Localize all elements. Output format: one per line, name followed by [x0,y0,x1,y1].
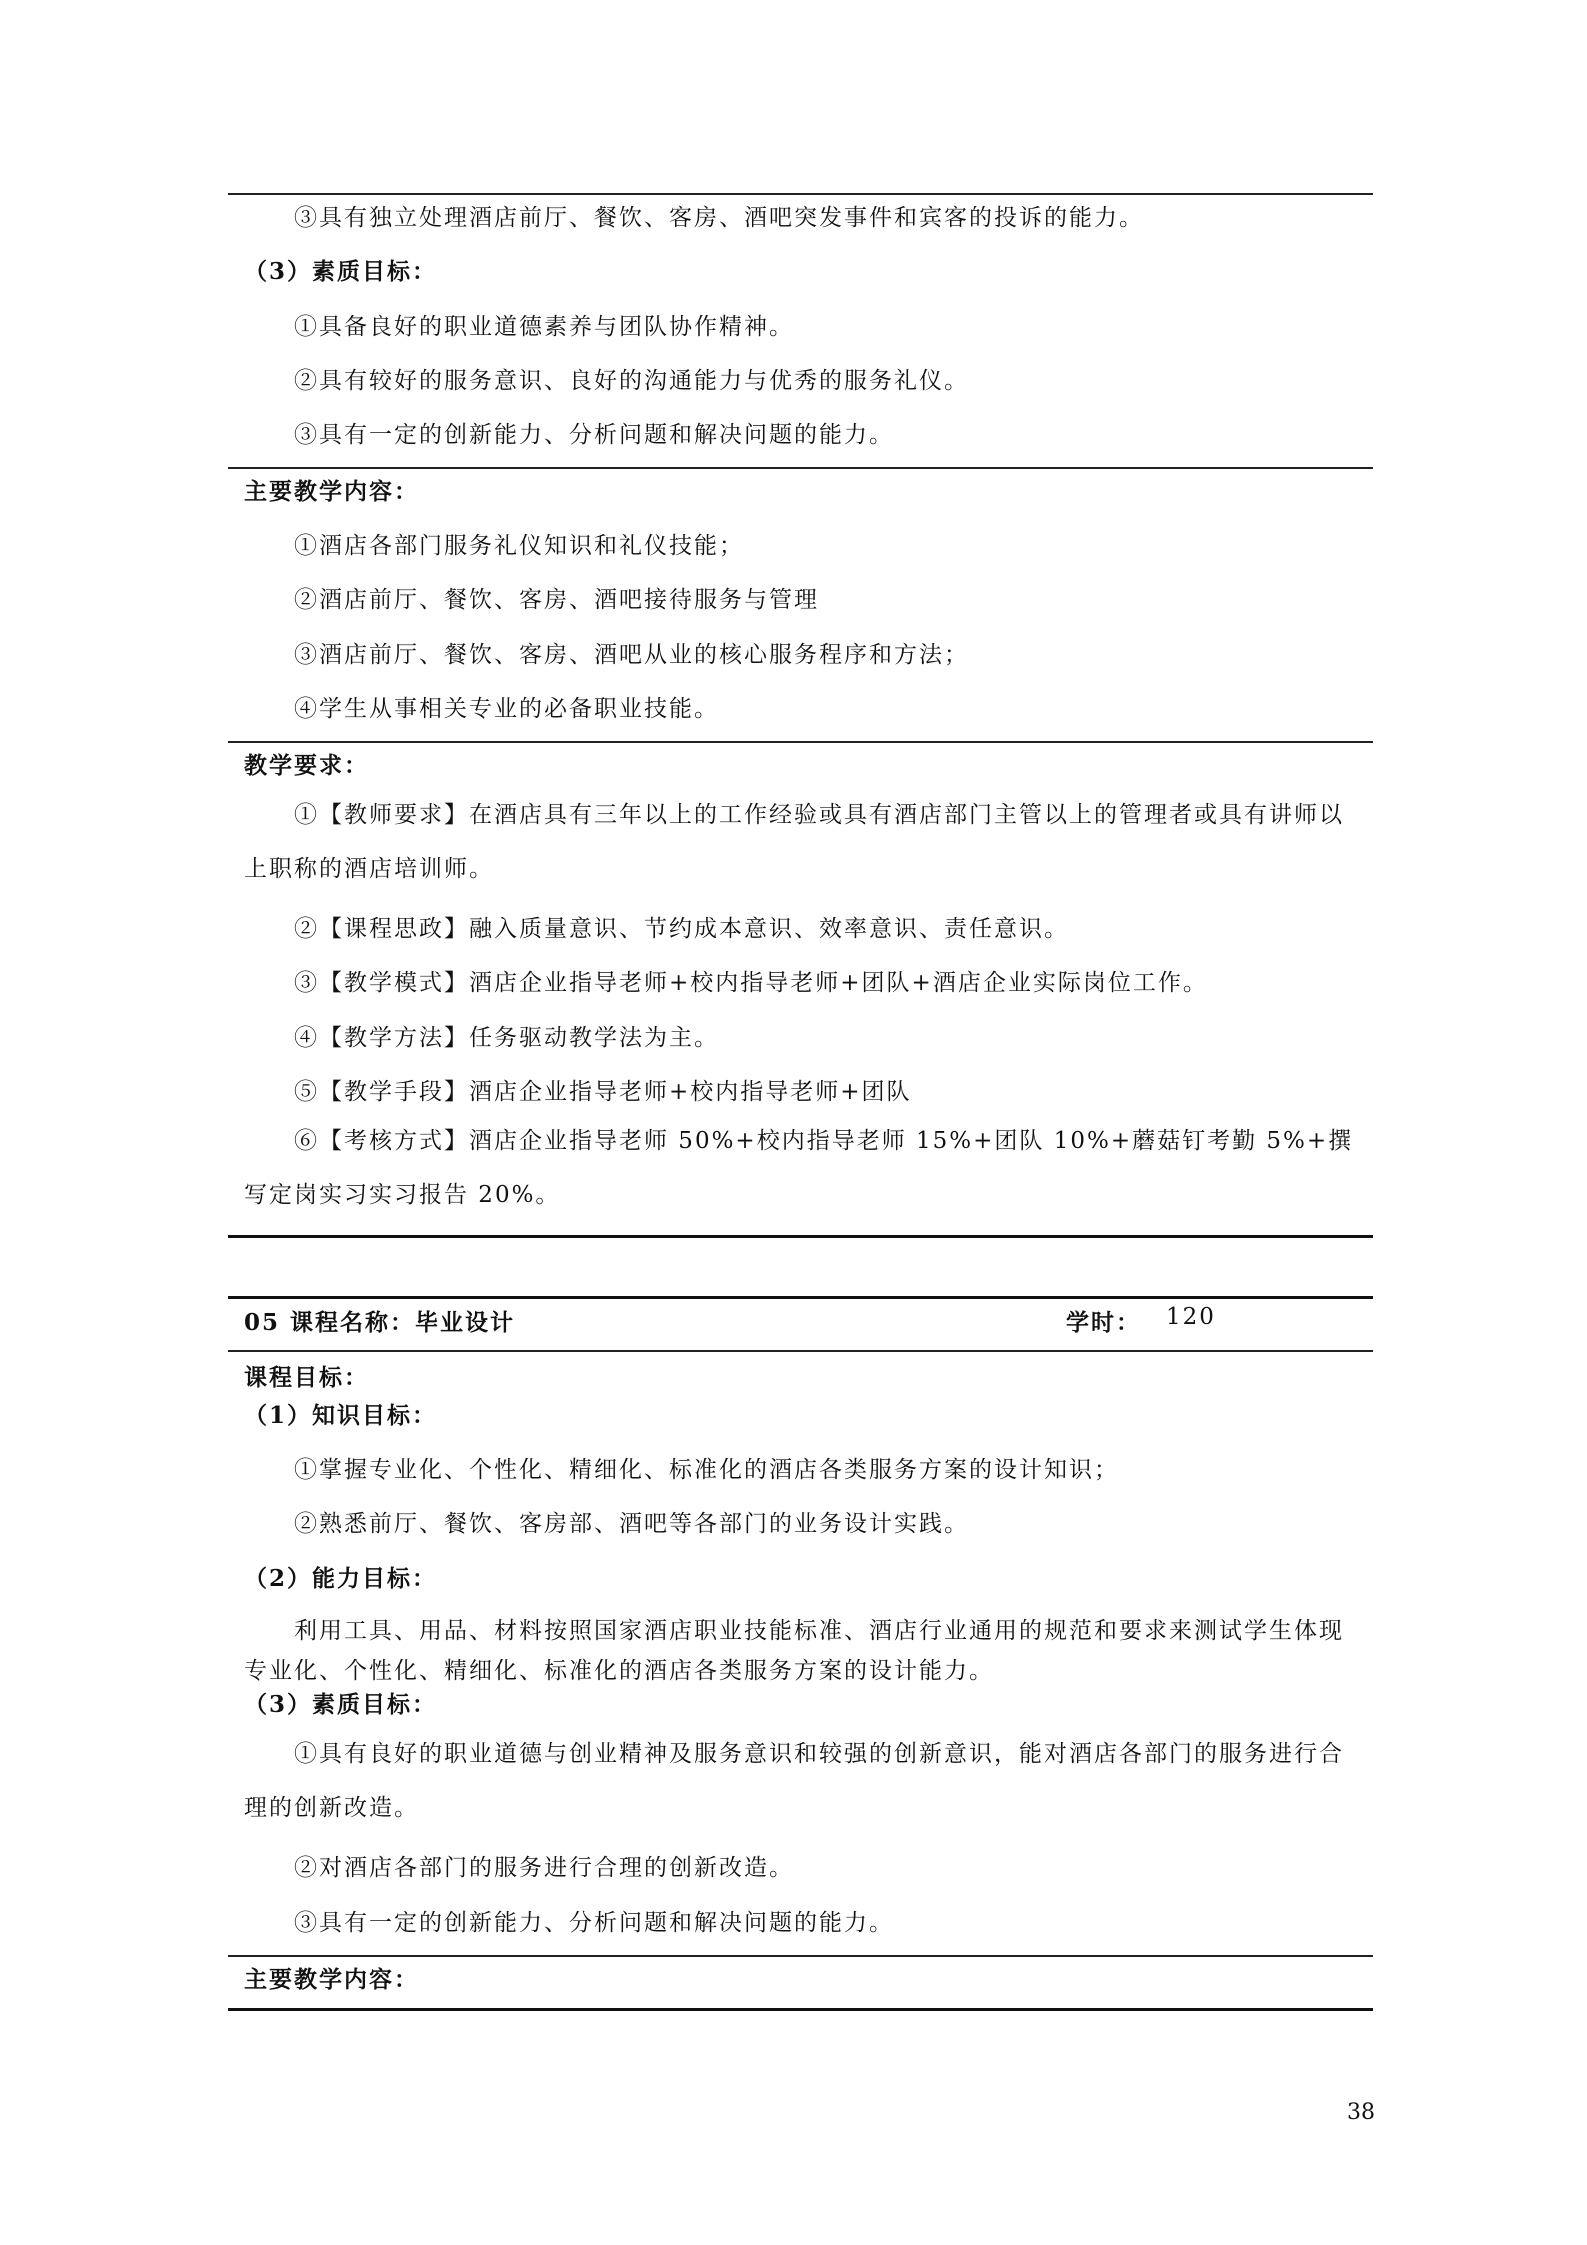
content-item-2: ②酒店前厅、餐饮、客房、酒吧接待服务与管理 [294,587,819,613]
ability-heading: （2）能力目标： [244,1565,438,1592]
ability-text: 利用工具、用品、材料按照国家酒店职业技能标准、酒店行业通用的规范和要求来测试学生体现专业化、个性化、精细化、标准化的酒店各类服务方案的设计能力。 [244,1618,1344,1684]
content-item-4: ④学生从事相关专业的必备职业技能。 [294,696,719,722]
section-divider [228,741,1373,743]
requirement-method: ④【教学方法】任务驱动教学法为主。 [294,1025,719,1051]
section-divider [228,467,1373,469]
quality-item-1: ①具备良好的职业道德素养与团队协作精神。 [294,314,794,340]
requirement-assessment: ⑥【考核方式】酒店企业指导老师 50%+校内指导老师 15%+团队 10%+蘑菇钉考勤 5%+撰写定岗实习实习报告 20%。 [244,1128,1354,1208]
section-divider [228,1350,1373,1352]
course-title: 05 课程名称：毕业设计 [244,1309,516,1336]
content-heading: 主要教学内容： [244,478,419,505]
knowledge-item-2: ②熟悉前厅、餐饮、客房部、酒吧等各部门的业务设计实践。 [294,1511,969,1537]
table-border-top [228,193,1373,195]
quality-item-2: ②具有较好的服务意识、良好的沟通能力与优秀的服务礼仪。 [294,368,969,394]
goal-heading: 课程目标： [244,1364,369,1391]
content-item-1: ①酒店各部门服务礼仪知识和礼仪技能； [294,533,744,559]
quality-item-2: ②对酒店各部门的服务进行合理的创新改造。 [294,1855,794,1881]
page-number: 38 [1347,2100,1375,2125]
table-border-bottom [228,1235,1373,1238]
content-item-3: ③酒店前厅、餐饮、客房、酒吧从业的核心服务程序和方法； [294,642,969,668]
hours-label: 学时： [1066,1309,1141,1336]
quality-heading: （3）素质目标： [244,1691,438,1718]
requirement-heading: 教学要求： [244,752,369,779]
table-border-top [228,1296,1373,1299]
requirement-means: ⑤【教学手段】酒店企业指导老师+校内指导老师+团队 [294,1079,912,1105]
section-divider [228,1955,1373,1957]
requirement-mode: ③【教学模式】酒店企业指导老师+校内指导老师+团队+酒店企业实际岗位工作。 [294,970,1208,996]
quality-item-1: ①具有良好的职业道德与创业精神及服务意识和较强的创新意识，能对酒店各部门的服务进行合理的创新改造。 [244,1741,1344,1821]
quality-heading: （3）素质目标： [244,258,438,285]
table-border-bottom [228,2008,1373,2011]
knowledge-heading: （1）知识目标： [244,1402,438,1429]
ability-item-3: ③具有独立处理酒店前厅、餐饮、客房、酒吧突发事件和宾客的投诉的能力。 [294,205,1144,231]
requirement-teacher: ①【教师要求】在酒店具有三年以上的工作经验或具有酒店部门主管以上的管理者或具有讲师以上职称的酒店培训师。 [244,802,1344,882]
quality-item-3: ③具有一定的创新能力、分析问题和解决问题的能力。 [294,422,894,448]
hours-value: 120 [1166,1304,1216,1330]
content-heading: 主要教学内容： [244,1966,419,1993]
quality-item-3: ③具有一定的创新能力、分析问题和解决问题的能力。 [294,1910,894,1936]
requirement-ideology: ②【课程思政】融入质量意识、节约成本意识、效率意识、责任意识。 [294,916,1069,942]
knowledge-item-1: ①掌握专业化、个性化、精细化、标准化的酒店各类服务方案的设计知识； [294,1457,1119,1483]
